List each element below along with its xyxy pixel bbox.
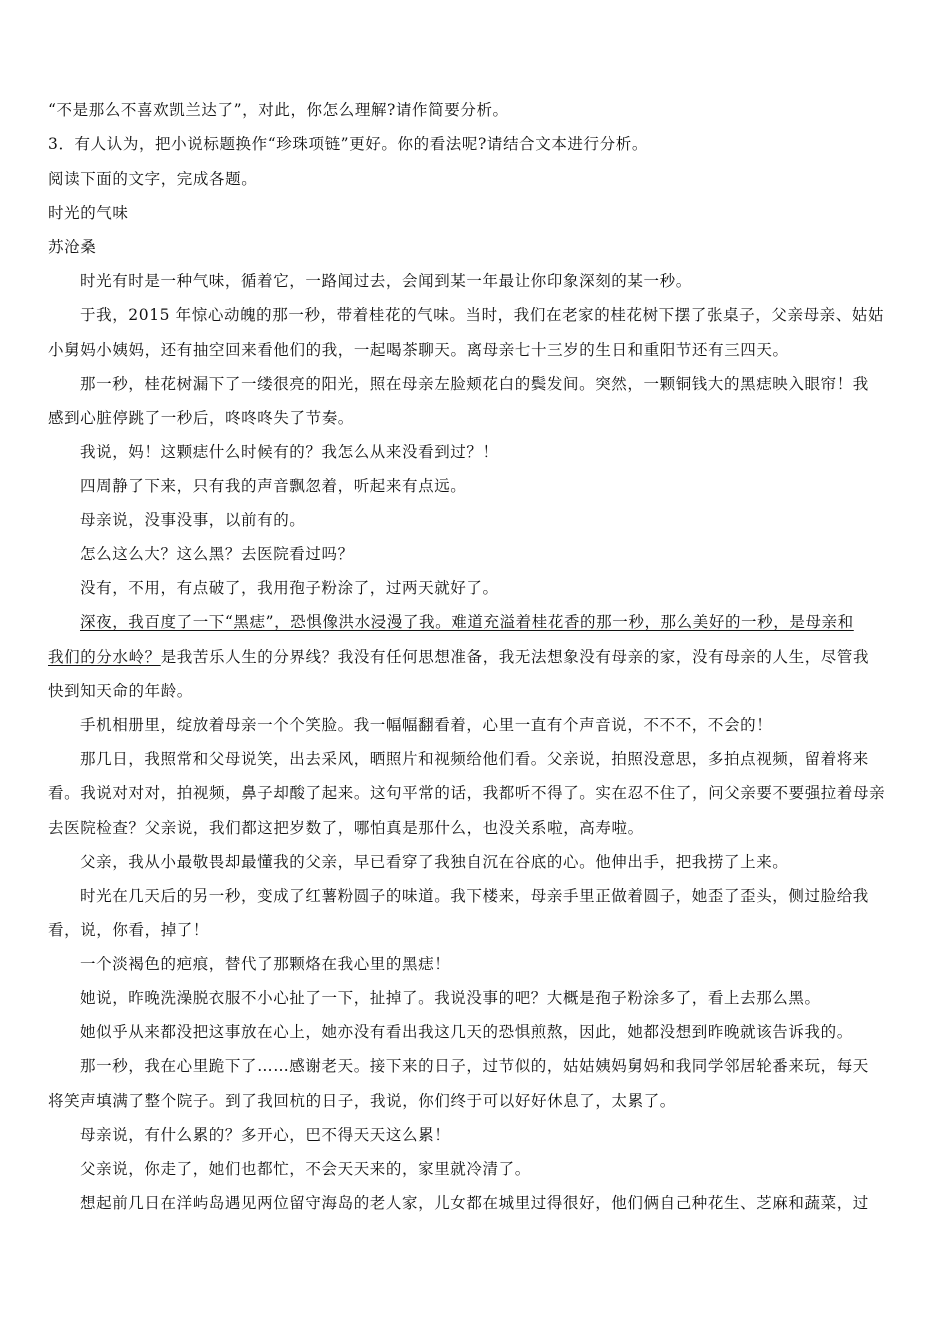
paragraph-line: 快到知天命的年龄。 (48, 682, 193, 700)
paragraph-line: 手机相册里，绽放着母亲一个个笑脸。我一幅幅翻看着，心里一直有个声音说，不不不，不会的！ (80, 716, 773, 734)
paragraph-line: 时光在几天后的另一秒，变成了红薯粉圆子的味道。我下楼来，母亲手里正做着圆子，她歪了歪头，侧过脸给我 (80, 887, 869, 905)
paragraph-line: 时光有时是一种气味，循着它，一路闻过去，会闻到某一年最让你印象深刻的某一秒。 (80, 272, 692, 290)
paragraph-line: 将笑声填满了整个院子。到了我回杭的日子，我说，你们终于可以好好休息了，太累了。 (48, 1092, 676, 1110)
paragraph-line: 感到心脏停跳了一秒后，咚咚咚失了节奏。 (48, 409, 354, 427)
paragraph-line: 她似乎从来都没把这事放在心上，她亦没有看出我这几天的恐惧煎熬，因此，她都没想到昨晚就该告诉我的。 (80, 1023, 853, 1041)
paragraph-line: 那一秒，我在心里跪下了……感谢老天。接下来的日子，过节似的，姑姑姨妈舅妈和我同学邻居轮番来玩，每天 (80, 1057, 869, 1075)
paragraph-line: 去医院检查？父亲说，我们都这把岁数了，哪怕真是那什么，也没关系啦，高寿啦。 (48, 819, 644, 837)
paragraph-line: 我说，妈！这颗痣什么时候有的？我怎么从来没看到过？！ (80, 443, 499, 461)
paragraph-line: 四周静了下来，只有我的声音飘忽着，听起来有点远。 (80, 477, 467, 495)
paragraph-line: 那一秒，桂花树漏下了一缕很亮的阳光，照在母亲左脸颊花白的鬓发间。突然，一颗铜钱大的黑痣映入眼帘！我 (80, 375, 869, 393)
question-2-tail: “不是那么不喜欢凯兰达了”，对此，你怎么理解?请作简要分析。 (48, 101, 509, 119)
paragraph-line: 于我，2015 年惊心动魄的那一秒，带着桂花的气味。当时，我们在老家的桂花树下摆了张桌子，父亲母亲、姑姑 (80, 306, 885, 324)
paragraph-line-split (48, 650, 906, 666)
essay-author: 苏沧桑 (48, 238, 97, 256)
paragraph-line: 她说，昨晚洗澡脱衣服不小心扯了一下，扯掉了。我说没事的吧？大概是孢子粉涂多了，看上去那么黑。 (80, 989, 821, 1007)
essay-title: 时光的气味 (48, 204, 129, 222)
paragraph-line: 看，说，你看，掉了！ (48, 921, 210, 939)
paragraph-line: 母亲说，没事没事，以前有的。 (80, 511, 306, 529)
paragraph-line: 一个淡褐色的疤痕，替代了那颗烙在我心里的黑痣！ (80, 955, 451, 973)
question-3: 3．有人认为，把小说标题换作“珍珠项链”更好。你的看法呢?请结合文本进行分析。 (48, 135, 648, 153)
paragraph-line: 那几日，我照常和父母说笑，出去采风，晒照片和视频给他们看。父亲说，拍照没意思，多拍点视频，留着将来 (80, 750, 869, 768)
paragraph-line: 父亲说，你走了，她们也都忙，不会天天来的，家里就冷清了。 (80, 1160, 531, 1178)
paragraph-line: 没有，不用，有点破了，我用孢子粉涂了，过两天就好了。 (80, 579, 499, 597)
underlined-fragment: 我们的分水岭？ (48, 648, 161, 666)
paragraph-fragment: 是我苦乐人生的分界线？我没有任何思想准备，我无法想象没有母亲的家，没有母亲的人生，尽管我 (160, 648, 870, 666)
paragraph-line: 看。我说对对对，拍视频，鼻子却酸了起来。这句平常的话，我都听不得了。实在忍不住了，问父亲要不要强拉着母亲 (48, 784, 886, 802)
paragraph-line: 父亲，我从小最敬畏却最懂我的父亲，早已看穿了我独自沉在谷底的心。他伸出手，把我捞了上来。 (80, 853, 789, 871)
paragraph-line: 小舅妈小姨妈，还有抽空回来看他们的我，一起喝茶聊天。离母亲七十三岁的生日和重阳节还有三四天。 (48, 341, 789, 359)
paragraph-line: 母亲说，有什么累的？多开心，巴不得天天这么累！ (80, 1126, 451, 1144)
paragraph-line: 怎么这么大？这么黑？去医院看过吗？ (80, 545, 354, 563)
underlined-line: 深夜，我百度了一下“黑痣”，恐惧像洪水浸漫了我。难道充溢着桂花香的那一秒，那么美好的一秒，是母亲和 (80, 613, 854, 631)
paragraph-line: 想起前几日在洋屿岛遇见两位留守海岛的老人家，儿女都在城里过得很好，他们俩自己种花生、芝麻和蔬菜，过 (80, 1194, 869, 1212)
reading-instruction: 阅读下面的文字，完成各题。 (48, 170, 258, 188)
